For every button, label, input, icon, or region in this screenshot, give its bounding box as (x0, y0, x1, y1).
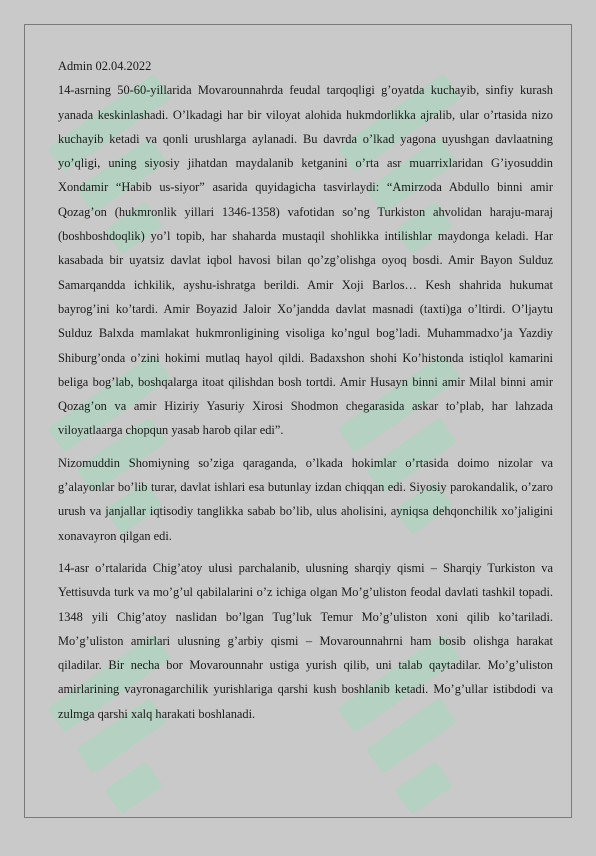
document-header: Admin 02.04.2022 (58, 59, 152, 73)
paragraph-1: 14-asrning 50-60-yillarida Movarounnahrda feudal tarqoqligi g’oyatda kuchayib, sinfiy kurash yanada keskinlashadi. O’lkadagi har bir viloyat alohida hukmdorlikka ajralib, ular o’rtasida nizo kuchayib ketadi va qonli urushlarga aylanadi. Bu davrda o’lkad yagona uyushgan davlaatning yo’qligi, uning siyosiy jihatdan maydalanib ketganini o’rta asr muarrixlaridan G’iyosuddin Xondamir “Habib us-siyor” asarida quyidagicha tasvirlaydi: “Amirzoda Abdullo binni amir Qozag’on (hukmronlik yillari 1346-1358) vafotidan so’ng Turkiston ahvolidan haraju-maraj (boshboshdoqlik) yo’l topib, har shaharda mustaqil shohlikka intilishlar maydonga keladi. Har kasabada bir uyatsiz davlat iqbol havosi bilan qo’zg’olishga oyoq bosdi. Amir Bayon Sulduz Samarqandda ichkilik, ayshu-ishratga berildi. Amir Xoji Barlos… Kesh shahrida hukumat bayrog’ini ko’tardi. Amir Boyazid Jaloir Xo’jandda davlat masnadi (taxti)ga o’ltirdi. O’ljaytu Sulduz Balxda mamlakat hukmronligining visoliga ko’ngul bog’ladi. Muhammadxo’ja Yazdiy Shiburg’onda o’zini hokimi mutlaq hayol qildi. Badaxshon shohi Ko’histonda istiqlol kamarini beliga bog’lab, boshqalarga itoat qilishdan bosh tortdi. Amir Husayn binni amir Milal binni amir Qozag’on va amir Hiziriy Yasuriy Xirosi Shodmon chegarasida askar to’plab, har lahzada viloyatlaarga chopqun yasab harob qilar edi”. (58, 83, 553, 438)
paragraph-2: Nizomuddin Shomiyning so’ziga qaraganda, o’lkada hokimlar o’rtasida doimo nizolar va g’alayonlar bo’lib turar, davlat ishlari esa butunlay izdan chiqqan edi. Siyosiy parokandalik, o’zaro urush va janjallar iqtisodiy tanglikka sabab bo’lib, ulus aholisini, ayniqsa dehqonchilik xo’jaligini xonavayron qilgan edi. (58, 455, 553, 543)
paragraph-3: 14-asr o’rtalarida Chig’atoy ulusi parchalanib, ulusning sharqiy qismi – Sharqiy Turkiston va Yettisuvda turk va mo’g’ul qabilalarini o’z ichiga olgan Mo’g’uliston feodal davlati tashkil topadi. 1348 yili Chig’atoy naslidan bo’lgan Tug’luk Temur Mo’g’uliston xoni qilib ko’tariladi. Mo’g’uliston amirlari ulusning g’arbiy qismi – Movarounnahrni ham bosib olishga harakat qiladilar. Bir necha bor Movarounnahr ustiga yurish qilib, uni talab qaytadilar. Mo’g’uliston amirlarining vayronagarchilik yurishlariga qarshi kush boshlanib ketadi. Mo’g’ullar istibdodi va zulmga qarshi xalq harakati boshlanadi. (58, 560, 553, 721)
document-body (58, 54, 553, 734)
